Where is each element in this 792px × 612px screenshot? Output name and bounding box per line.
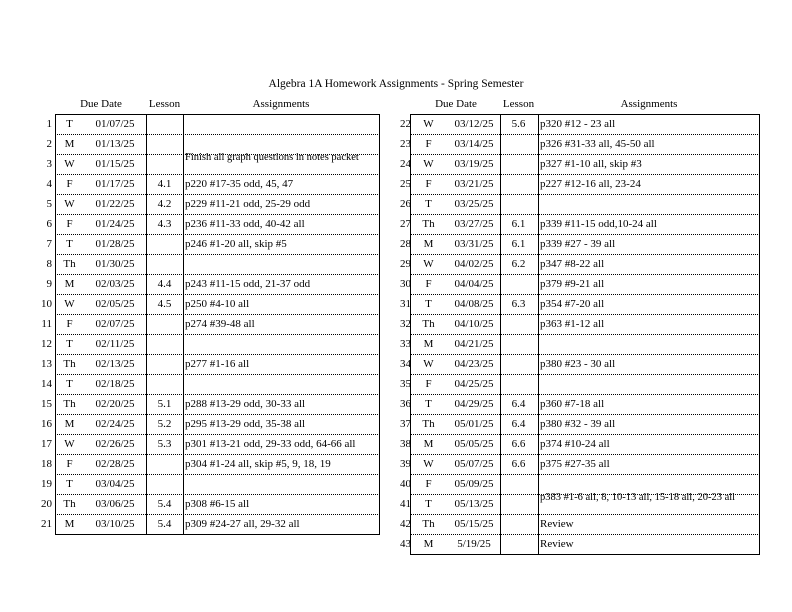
row-divider (55, 254, 380, 255)
due-date-cell: 02/07/25 (95, 318, 135, 330)
due-date-header: Due Date (80, 98, 122, 110)
due-date-cell: 04/25/25 (454, 378, 494, 390)
day-cell: M (423, 438, 434, 450)
day-cell: Th (63, 398, 76, 410)
due-date-cell: 03/27/25 (454, 218, 494, 230)
row-divider (410, 194, 760, 195)
row-number: 13 (41, 358, 52, 370)
row-number: 11 (41, 318, 52, 330)
row-number: 2 (46, 138, 52, 150)
assignment-cell: p274 #39-48 all (185, 318, 255, 330)
row-number: 36 (400, 398, 411, 410)
row-number: 42 (400, 518, 411, 530)
row-divider (55, 514, 380, 515)
day-cell: F (425, 278, 432, 290)
row-number: 19 (41, 478, 52, 490)
due-date-cell: 05/09/25 (454, 478, 494, 490)
row-number: 18 (41, 458, 52, 470)
assignment-cell: p308 #6-15 all (185, 498, 250, 510)
left-divider-lesson-assign (183, 114, 184, 535)
assignment-cell: p301 #13-21 odd, 29-33 odd, 64-66 all (185, 438, 356, 450)
lesson-cell: 5.2 (157, 418, 172, 430)
row-number: 6 (46, 218, 52, 230)
due-date-cell: 05/15/25 (454, 518, 494, 530)
row-divider (410, 334, 760, 335)
row-number: 41 (400, 498, 411, 510)
row-number: 37 (400, 418, 411, 430)
row-divider (410, 414, 760, 415)
row-divider (410, 214, 760, 215)
due-date-cell: 01/17/25 (95, 178, 135, 190)
row-divider (410, 154, 760, 155)
row-divider (55, 274, 380, 275)
assignment-cell: p383 #1-6 all, 8, 10-13 all, 15-18 all, 20-23 all (540, 493, 736, 503)
row-number: 29 (400, 258, 411, 270)
row-number: 20 (41, 498, 52, 510)
assignment-cell: p379 #9-21 all (540, 278, 605, 290)
due-date-cell: 03/04/25 (95, 478, 135, 490)
day-cell: M (423, 338, 434, 350)
day-cell: M (64, 418, 75, 430)
row-number: 23 (400, 138, 411, 150)
assignment-cell: p304 #1-24 all, skip #5, 9, 18, 19 (185, 458, 331, 470)
row-divider (55, 214, 380, 215)
due-date-cell: 03/10/25 (95, 518, 135, 530)
row-number: 27 (400, 218, 411, 230)
lesson-cell: 4.3 (157, 218, 172, 230)
assignment-cell: p326 #31-33 all, 45-50 all (540, 138, 655, 150)
day-cell: F (66, 458, 73, 470)
day-cell: W (423, 358, 434, 370)
day-cell: Th (422, 318, 435, 330)
day-cell: W (64, 198, 75, 210)
row-number: 9 (46, 278, 52, 290)
row-divider (55, 354, 380, 355)
day-cell: T (425, 498, 432, 510)
row-number: 33 (400, 338, 411, 350)
assignment-cell: p363 #1-12 all (540, 318, 605, 330)
lesson-cell: 6.4 (511, 418, 526, 430)
day-cell: Th (63, 258, 76, 270)
row-number: 24 (400, 158, 411, 170)
lesson-cell: 6.2 (511, 258, 526, 270)
row-divider (410, 234, 760, 235)
due-date-cell: 5/19/25 (457, 538, 491, 550)
assignments-header: Assignments (620, 98, 678, 110)
assignment-cell: p380 #32 - 39 all (540, 418, 616, 430)
day-cell: T (66, 118, 73, 130)
day-cell: W (423, 118, 434, 130)
row-divider (55, 294, 380, 295)
day-cell: F (66, 218, 73, 230)
lesson-header: Lesson (148, 98, 181, 110)
assignment-cell: p243 #11-15 odd, 21-37 odd (185, 278, 311, 290)
row-divider (410, 474, 760, 475)
row-divider (410, 514, 760, 515)
row-divider (410, 174, 760, 175)
day-cell: Th (63, 498, 76, 510)
due-date-cell: 04/21/25 (454, 338, 494, 350)
row-divider (55, 474, 380, 475)
due-date-cell: 02/11/25 (95, 338, 135, 350)
row-divider (410, 134, 760, 135)
assignment-cell: p374 #10-24 all (540, 438, 610, 450)
lesson-cell: 5.3 (157, 438, 172, 450)
row-number: 4 (46, 178, 52, 190)
row-divider (410, 394, 760, 395)
row-divider (410, 434, 760, 435)
row-number: 30 (400, 278, 411, 290)
assignment-cell: p227 #12-16 all, 23-24 (540, 178, 641, 190)
row-number: 40 (400, 478, 411, 490)
day-cell: M (423, 238, 434, 250)
due-date-cell: 04/29/25 (454, 398, 494, 410)
due-date-cell: 05/07/25 (454, 458, 494, 470)
assignment-cell: p295 #13-29 odd, 35-38 all (185, 418, 306, 430)
day-cell: M (64, 518, 75, 530)
row-divider (410, 454, 760, 455)
row-divider (55, 174, 380, 175)
assignment-cell: p220 #17-35 odd, 45, 47 (185, 178, 294, 190)
day-cell: M (64, 278, 75, 290)
due-date-cell: 03/14/25 (454, 138, 494, 150)
row-number: 10 (41, 298, 52, 310)
row-number: 43 (400, 538, 411, 550)
right-divider-lesson-assign (538, 114, 539, 555)
row-number: 17 (41, 438, 52, 450)
lesson-cell: 6.6 (511, 458, 526, 470)
assignment-cell: p380 #23 - 30 all (540, 358, 616, 370)
row-divider (55, 194, 380, 195)
assignment-cell: p347 #8-22 all (540, 258, 605, 270)
due-date-cell: 04/02/25 (454, 258, 494, 270)
day-cell: Th (422, 418, 435, 430)
due-date-cell: 02/13/25 (95, 358, 135, 370)
row-divider (55, 454, 380, 455)
row-number: 14 (41, 378, 52, 390)
row-divider (410, 354, 760, 355)
day-cell: F (425, 478, 432, 490)
row-number: 22 (400, 118, 411, 130)
due-date-cell: 02/26/25 (95, 438, 135, 450)
due-date-cell: 02/20/25 (95, 398, 135, 410)
day-cell: Th (422, 518, 435, 530)
row-number: 1 (46, 118, 52, 130)
due-date-cell: 02/18/25 (95, 378, 135, 390)
due-date-cell: 03/31/25 (454, 238, 494, 250)
assignment-cell: Review (540, 518, 574, 530)
day-cell: Th (422, 218, 435, 230)
lesson-cell: 6.1 (511, 238, 526, 250)
row-number: 28 (400, 238, 411, 250)
assignment-cell: Review (540, 538, 574, 550)
row-divider (410, 294, 760, 295)
due-date-cell: 01/28/25 (95, 238, 135, 250)
row-divider (55, 334, 380, 335)
lesson-cell: 6.1 (511, 218, 526, 230)
assignment-cell: p236 #11-33 odd, 40-42 all (185, 218, 305, 230)
assignment-cell: p277 #1-16 all (185, 358, 250, 370)
row-number: 39 (400, 458, 411, 470)
row-number: 35 (400, 378, 411, 390)
day-cell: W (64, 298, 75, 310)
day-cell: T (66, 338, 73, 350)
lesson-cell: 4.2 (157, 198, 172, 210)
due-date-cell: 02/24/25 (95, 418, 135, 430)
due-date-cell: 04/04/25 (454, 278, 494, 290)
assignment-cell: p288 #13-29 odd, 30-33 all (185, 398, 306, 410)
row-divider (55, 394, 380, 395)
row-number: 7 (46, 238, 52, 250)
assignment-cell: p360 #7-18 all (540, 398, 605, 410)
row-divider (55, 134, 380, 135)
assignment-cell: p320 #12 - 23 all (540, 118, 616, 130)
page-title: Algebra 1A Homework Assignments - Spring Semester (268, 78, 524, 90)
day-cell: W (423, 458, 434, 470)
day-cell: W (423, 258, 434, 270)
day-cell: F (66, 178, 73, 190)
due-date-cell: 01/30/25 (95, 258, 135, 270)
row-divider (55, 414, 380, 415)
due-date-cell: 01/13/25 (95, 138, 135, 150)
row-divider (410, 314, 760, 315)
lesson-cell: 4.4 (157, 278, 172, 290)
lesson-cell: 5.4 (157, 518, 172, 530)
row-divider (410, 274, 760, 275)
day-cell: T (425, 398, 432, 410)
row-divider (55, 234, 380, 235)
due-date-cell: 03/25/25 (454, 198, 494, 210)
row-divider (410, 254, 760, 255)
assignment-cell: p375 #27-35 all (540, 458, 610, 470)
row-divider (55, 434, 380, 435)
row-number: 21 (41, 518, 52, 530)
lesson-cell: 5.6 (511, 118, 526, 130)
assignment-cell: p339 #11-15 odd,10-24 all (540, 218, 657, 230)
due-date-cell: 05/13/25 (454, 498, 494, 510)
row-number: 8 (46, 258, 52, 270)
row-number: 26 (400, 198, 411, 210)
assignment-cell: p327 #1-10 all, skip #3 (540, 158, 642, 170)
assignments-header: Assignments (252, 98, 310, 110)
due-date-cell: 04/10/25 (454, 318, 494, 330)
day-cell: Th (63, 358, 76, 370)
row-number: 12 (41, 338, 52, 350)
day-cell: M (423, 538, 434, 550)
row-number: 5 (46, 198, 52, 210)
due-date-cell: 01/24/25 (95, 218, 135, 230)
due-date-cell: 01/22/25 (95, 198, 135, 210)
lesson-cell: 4.5 (157, 298, 172, 310)
day-cell: F (66, 318, 73, 330)
lesson-cell: 4.1 (157, 178, 172, 190)
row-number: 3 (46, 158, 52, 170)
day-cell: T (66, 238, 73, 250)
row-number: 25 (400, 178, 411, 190)
due-date-cell: 03/06/25 (95, 498, 135, 510)
row-number: 16 (41, 418, 52, 430)
due-date-cell: 03/19/25 (454, 158, 494, 170)
row-divider (55, 494, 380, 495)
lesson-cell: 6.4 (511, 398, 526, 410)
lesson-cell: 5.1 (157, 398, 172, 410)
row-divider (55, 374, 380, 375)
row-divider (410, 374, 760, 375)
day-cell: F (425, 178, 432, 190)
assignment-cell: p246 #1-20 all, skip #5 (185, 238, 287, 250)
assignment-cell: p309 #24-27 all, 29-32 all (185, 518, 300, 530)
due-date-cell: 03/21/25 (454, 178, 494, 190)
day-cell: T (66, 378, 73, 390)
lesson-header: Lesson (502, 98, 535, 110)
day-cell: T (66, 478, 73, 490)
day-cell: W (64, 158, 75, 170)
lesson-cell: 6.3 (511, 298, 526, 310)
due-date-cell: 04/23/25 (454, 358, 494, 370)
due-date-cell: 05/05/25 (454, 438, 494, 450)
day-cell: F (425, 378, 432, 390)
due-date-cell: 01/15/25 (95, 158, 135, 170)
due-date-header: Due Date (435, 98, 477, 110)
due-date-cell: 02/03/25 (95, 278, 135, 290)
due-date-cell: 02/28/25 (95, 458, 135, 470)
row-divider (410, 534, 760, 535)
row-divider (55, 314, 380, 315)
due-date-cell: 05/01/25 (454, 418, 494, 430)
day-cell: F (425, 138, 432, 150)
due-date-cell: 01/07/25 (95, 118, 135, 130)
assignment-cell: p354 #7-20 all (540, 298, 605, 310)
lesson-cell: 5.4 (157, 498, 172, 510)
due-date-cell: 04/08/25 (454, 298, 494, 310)
row-number: 34 (400, 358, 411, 370)
due-date-cell: 03/12/25 (454, 118, 494, 130)
day-cell: T (425, 298, 432, 310)
row-number: 32 (400, 318, 411, 330)
day-cell: T (425, 198, 432, 210)
row-number: 31 (400, 298, 411, 310)
assignment-cell: p339 #27 - 39 all (540, 238, 616, 250)
day-cell: W (423, 158, 434, 170)
day-cell: W (64, 438, 75, 450)
row-number: 38 (400, 438, 411, 450)
row-number: 15 (41, 398, 52, 410)
due-date-cell: 02/05/25 (95, 298, 135, 310)
assignment-cell: Finish all graph questions in notes packet (185, 153, 359, 163)
assignment-cell: p250 #4-10 all (185, 298, 250, 310)
assignment-cell: p229 #11-21 odd, 25-29 odd (185, 198, 311, 210)
lesson-cell: 6.6 (511, 438, 526, 450)
day-cell: M (64, 138, 75, 150)
